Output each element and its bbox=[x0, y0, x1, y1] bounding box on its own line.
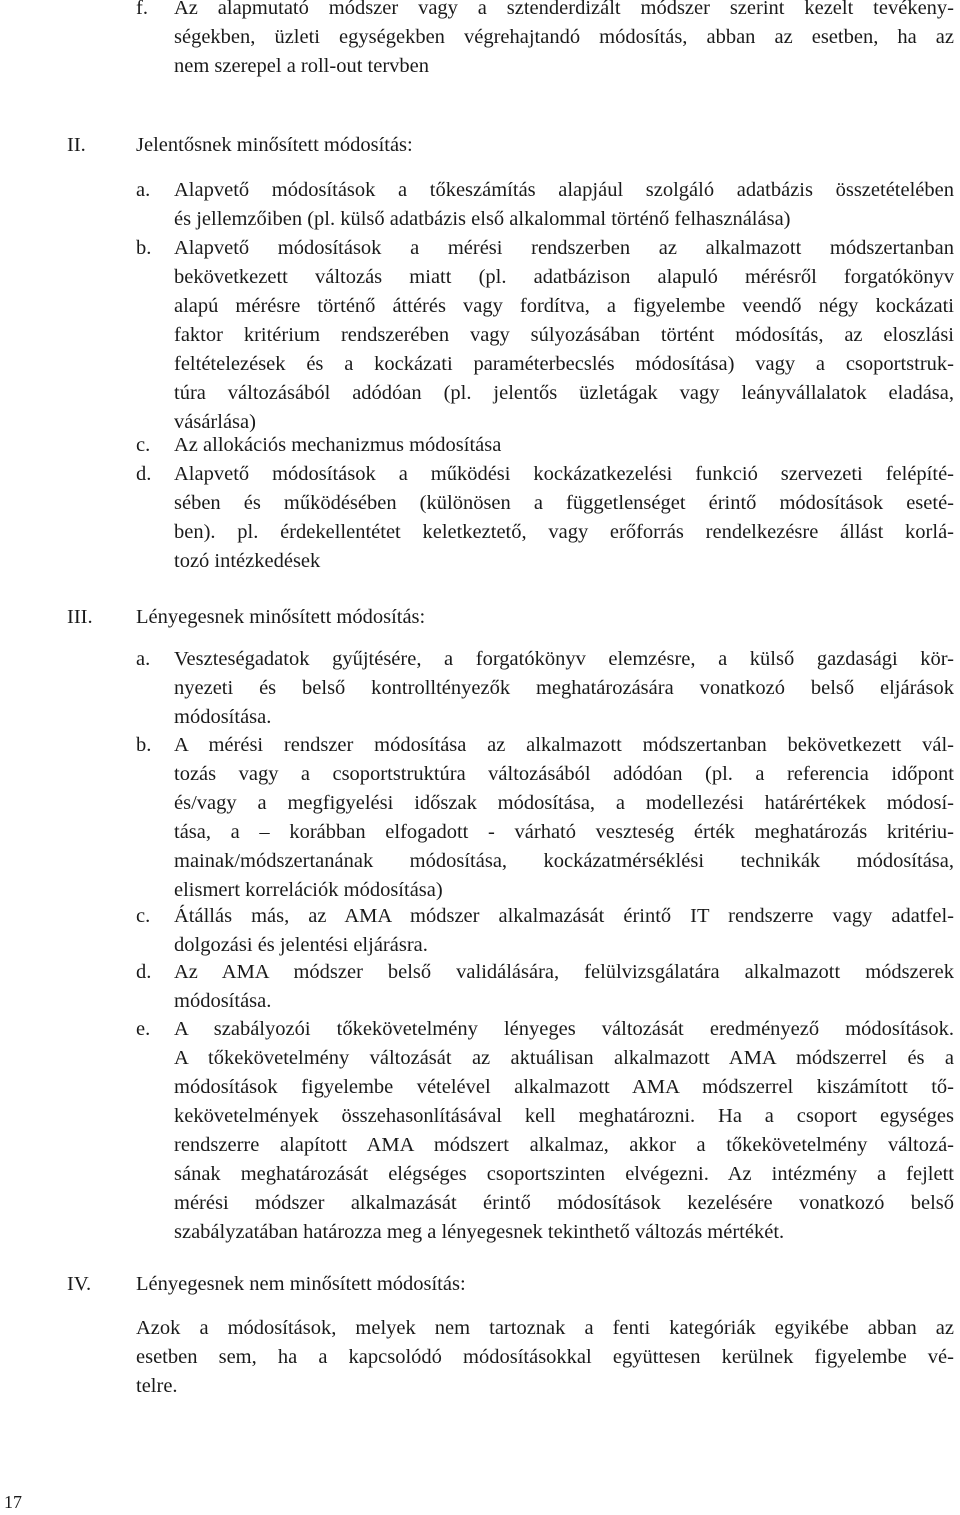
item-text-line: módosítások figyelembe vételével alkalmazott AMA módszerrel kiszámított tő- bbox=[174, 1076, 954, 1098]
item-text-line: sának meghatározását elégséges csoportszinten elvégezni. Az intézmény a fejlett bbox=[174, 1163, 954, 1185]
section-numeral: II. bbox=[67, 134, 86, 156]
item-text-line: módosítása. bbox=[174, 990, 272, 1012]
item-text-line: túra változásából adódóan (pl. jelentős üzletágak vagy leányvállalatok eladása, bbox=[174, 382, 954, 404]
item-text-line: faktor kritérium rendszerében vagy súlyozásában történt módosítás, az eloszlási bbox=[174, 324, 954, 346]
item-text-line: feltételezések és a kockázati paraméterbecslés módosítása) vagy a csoportstruk- bbox=[174, 353, 954, 375]
item-marker: c. bbox=[136, 905, 151, 927]
item-text-line: ben). pl. érdekellentétet keletkeztető, vagy erőforrás rendelkezésre állást korlá- bbox=[174, 521, 954, 543]
item-marker: d. bbox=[136, 961, 152, 983]
item-text-line: Az allokációs mechanizmus módosítása bbox=[174, 434, 502, 456]
item-text-line: vásárlása) bbox=[174, 411, 256, 433]
item-marker: f. bbox=[136, 0, 148, 19]
paragraph-line: Azok a módosítások, melyek nem tartoznak a fenti kategóriák egyikébe abban az bbox=[136, 1317, 954, 1339]
item-text-line: rendszerre alapított AMA módszert alkalmaz, akkor a tőkekövetelmény változá- bbox=[174, 1134, 954, 1156]
item-text-line: Alapvető módosítások a működési kockázatkezelési funkció szervezeti felépíté- bbox=[174, 463, 954, 485]
item-text-line: Az alapmutató módszer vagy a sztenderdizált módszer szerint kezelt tevékeny- bbox=[174, 0, 954, 19]
item-text-line: A mérési rendszer módosítása az alkalmazott módszertanban bekövetkezett vál- bbox=[174, 734, 954, 756]
item-text-line: nyezeti és belső kontrolltényezők meghatározására vonatkozó belső eljárások bbox=[174, 677, 954, 699]
item-text-line: Veszteségadatok gyűjtésére, a forgatókönyv elemzésre, a külső gazdasági kör- bbox=[174, 648, 954, 670]
item-text-line: módosítása. bbox=[174, 706, 272, 728]
item-marker: d. bbox=[136, 463, 152, 485]
item-text-line: tozás vagy a csoportstruktúra változásából adódóan (pl. a referencia időpont bbox=[174, 763, 954, 785]
paragraph-line: esetben sem, ha a kapcsolódó módosításokkal együttesen kerülnek figyelembe vé- bbox=[136, 1346, 954, 1368]
item-text-line: kekövetelmények összehasonlításával kell meghatározni. Ha a csoport egységes bbox=[174, 1105, 954, 1127]
section-heading: Lényegesnek nem minősített módosítás: bbox=[136, 1273, 466, 1295]
section-numeral: III. bbox=[67, 606, 93, 628]
item-text-line: és/vagy a megfigyelési időszak módosítása, a modellezési határértékek módosí- bbox=[174, 792, 954, 814]
item-text-line: bekövetkezett változás miatt (pl. adatbázison alapuló mérésről forgatókönyv bbox=[174, 266, 954, 288]
item-text-line: mérési módszer alkalmazását érintő módosítások kezelésére vonatkozó belső bbox=[174, 1192, 954, 1214]
item-text-line: alapú mérésre történő áttérés vagy fordítva, a figyelembe veendő négy kockázati bbox=[174, 295, 954, 317]
item-text-line: mainak/módszertanának módosítása, kockázatmérséklési technikák módosítása, bbox=[174, 850, 954, 872]
item-text-line: Alapvető módosítások a mérési rendszerben az alkalmazott módszertanban bbox=[174, 237, 954, 259]
paragraph-line: telre. bbox=[136, 1375, 178, 1397]
item-text-line: tozó intézkedések bbox=[174, 550, 321, 572]
item-text-line: szabályzatában határozza meg a lényegesnek tekinthető változás mértékét. bbox=[174, 1221, 785, 1243]
item-text-line: tása, a – korábban elfogadott - várható veszteség érték meghatározás kritériu- bbox=[174, 821, 954, 843]
item-marker: a. bbox=[136, 648, 151, 670]
item-text-line: elismert korrelációk módosítása) bbox=[174, 879, 443, 901]
item-text-line: Átállás más, az AMA módszer alkalmazását érintő IT rendszerre vagy adatfel- bbox=[174, 905, 954, 927]
item-text-line: A szabályozói tőkekövetelmény lényeges változását eredményező módosítások. bbox=[174, 1018, 954, 1040]
item-text-line: nem szerepel a roll-out tervben bbox=[174, 55, 429, 77]
item-text-line: A tőkekövetelmény változását az aktuálisan alkalmazott AMA módszerrel és a bbox=[174, 1047, 954, 1069]
item-text-line: ségekben, üzleti egységekben végrehajtandó módosítás, abban az esetben, ha az bbox=[174, 26, 954, 48]
section-heading: Jelentősnek minősített módosítás: bbox=[136, 134, 413, 156]
item-text-line: és jellemzőiben (pl. külső adatbázis első alkalommal történő felhasználása) bbox=[174, 208, 791, 230]
section-heading: Lényegesnek minősített módosítás: bbox=[136, 606, 426, 628]
item-marker: a. bbox=[136, 179, 151, 201]
item-text-line: dolgozási és jelentési eljárásra. bbox=[174, 934, 428, 956]
item-marker: c. bbox=[136, 434, 151, 456]
section-numeral: IV. bbox=[67, 1273, 92, 1295]
item-marker: b. bbox=[136, 734, 152, 756]
item-marker: e. bbox=[136, 1018, 151, 1040]
page-number: 17 bbox=[4, 1492, 22, 1512]
item-text-line: sében és működésében (különösen a függetlenséget érintő módosítások eseté- bbox=[174, 492, 954, 514]
item-text-line: Az AMA módszer belső validálására, felülvizsgálatára alkalmazott módszerek bbox=[174, 961, 954, 983]
item-marker: b. bbox=[136, 237, 152, 259]
item-text-line: Alapvető módosítások a tőkeszámítás alapjául szolgáló adatbázis összetételében bbox=[174, 179, 954, 201]
